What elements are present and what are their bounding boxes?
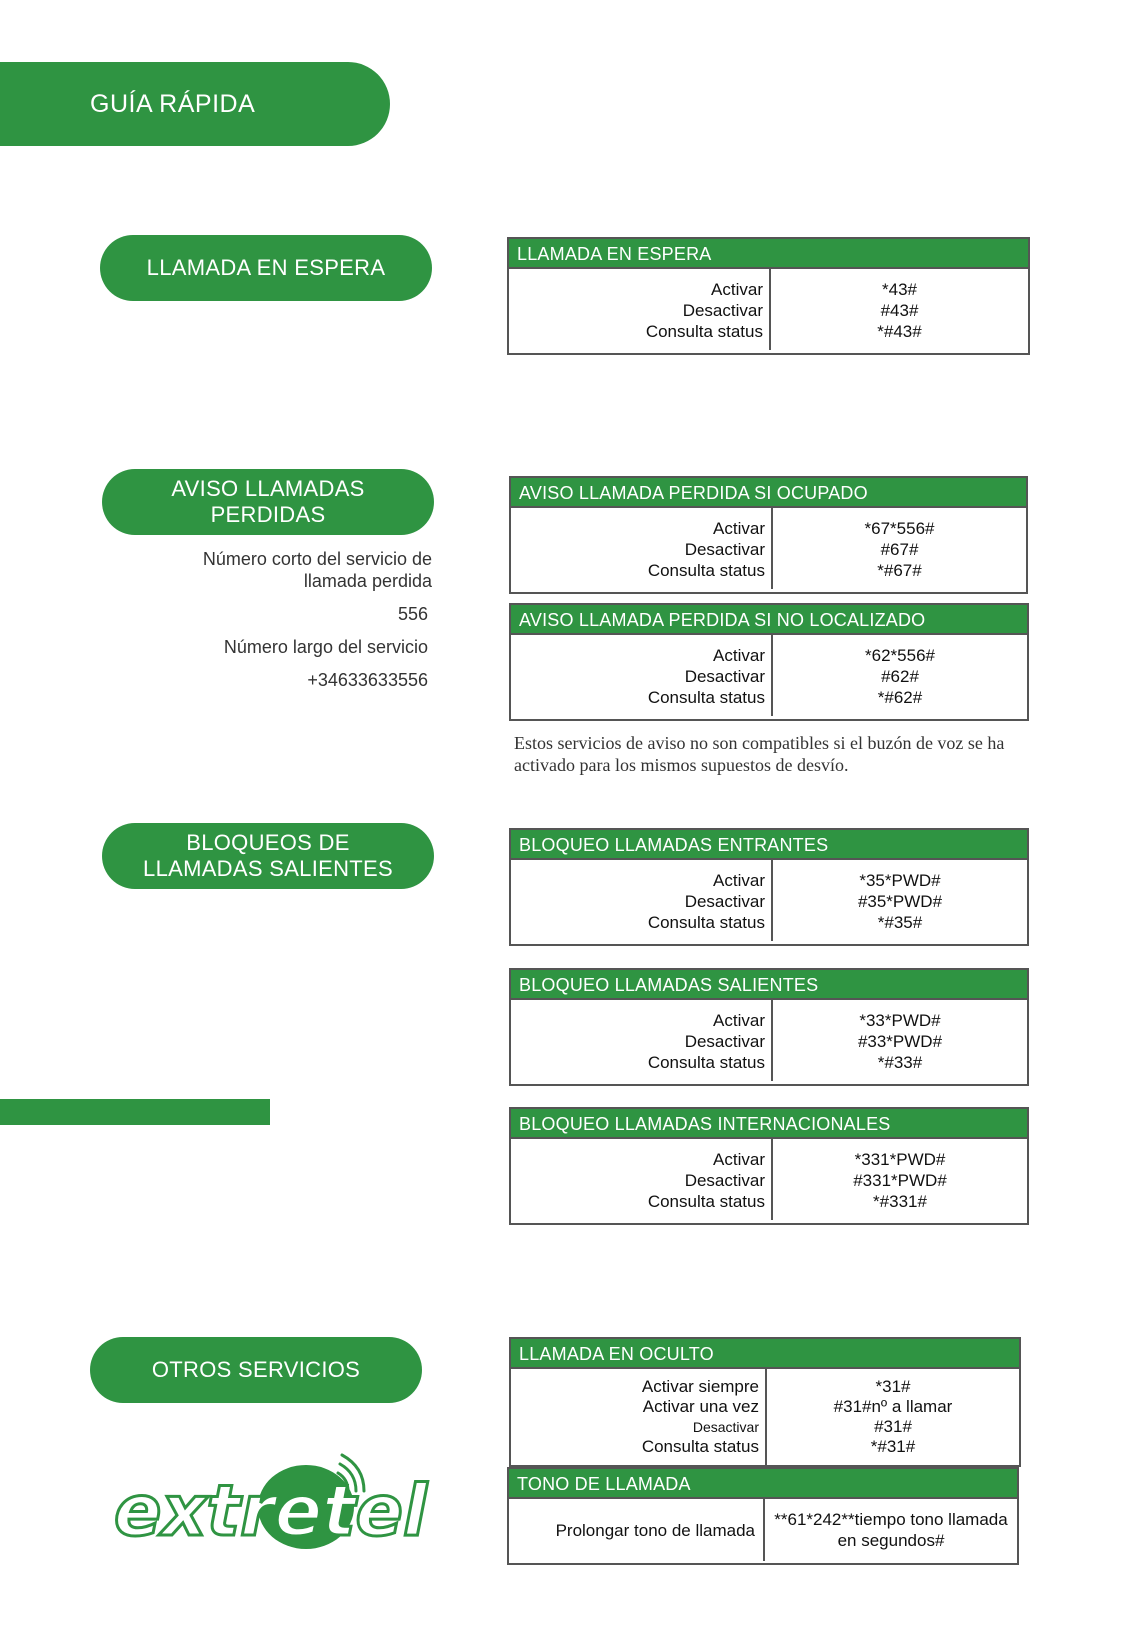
table-codes: *43# #43# *#43#: [877, 280, 922, 341]
table-aviso-no-localizado: [509, 603, 1029, 721]
section-label: AVISO LLAMADAS PERDIDAS: [171, 476, 365, 527]
table-codes: *35*PWD# #35*PWD# *#35#: [857, 871, 943, 932]
label-consulta-status: Consulta status: [641, 1437, 759, 1456]
table-codes: **61*242**tiempo tono llamada en segundos#: [774, 1510, 1008, 1550]
table-codes: *67*556# #67# *#67#: [864, 519, 935, 580]
table-bloqueo-internacionales: [509, 1107, 1029, 1225]
section-label: OTROS SERVICIOS: [151, 1357, 361, 1382]
table-title: LLAMADA EN OCULTO: [511, 1339, 1019, 1369]
table-title: BLOQUEO LLAMADAS ENTRANTES: [511, 830, 1027, 860]
table-title: TONO DE LLAMADA: [509, 1469, 1017, 1499]
section-otros-servicios: [90, 1337, 422, 1403]
aviso-short-number: 556: [397, 604, 428, 624]
decorative-bar: [0, 1099, 270, 1125]
table-labels: Activar Desactivar Consulta status: [511, 1000, 773, 1081]
table-labels: Activar Desactivar Consulta status: [511, 860, 773, 941]
table-codes: *62*556# #62# *#62#: [865, 646, 935, 707]
table-llamada-en-oculto: [509, 1337, 1021, 1467]
label-activar-siempre: Activar siempre: [641, 1377, 759, 1396]
aviso-short-number-label: Número corto del servicio de llamada perdida: [202, 549, 432, 591]
table-tono-de-llamada: [507, 1467, 1019, 1565]
table-labels: Activar Desactivar Consulta status: [511, 508, 773, 589]
table-title: BLOQUEO LLAMADAS SALIENTES: [511, 970, 1027, 1000]
section-aviso-llamadas-perdidas: [102, 469, 434, 535]
table-codes: *33*PWD# #33*PWD# *#33#: [857, 1011, 943, 1072]
table-labels: Prolongar tono de llamada: [509, 1499, 765, 1561]
label-activar-una-vez: Activar una vez: [642, 1397, 759, 1416]
table-aviso-ocupado: [509, 476, 1028, 594]
label-desactivar: Desactivar: [692, 1419, 759, 1435]
table-codes: *331*PWD# #331*PWD# *#331#: [853, 1150, 947, 1211]
table-labels: Activar Desactivar Consulta status: [511, 635, 773, 716]
table-bloqueo-entrantes: [509, 828, 1029, 946]
section-label: BLOQUEOS DE LLAMADAS SALIENTES: [143, 830, 393, 881]
logo-text: extretel: [114, 1470, 428, 1552]
table-title: AVISO LLAMADA PERDIDA SI NO LOCALIZADO: [511, 605, 1027, 635]
table-bloqueo-salientes: [509, 968, 1029, 1086]
guide-title-banner: [0, 62, 390, 146]
table-title: AVISO LLAMADA PERDIDA SI OCUPADO: [511, 478, 1026, 508]
aviso-long-number-label: Número largo del servicio: [223, 637, 428, 657]
table-labels: Activar Desactivar Consulta status: [511, 1139, 773, 1220]
aviso-compatibility-note: Estos servicios de aviso no son compatibles si el buzón de voz se ha activado para los mismos supuestos de desvío.: [514, 733, 1005, 775]
table-labels: [511, 1369, 767, 1465]
table-codes: *31# #31#nº a llamar #31# *#31#: [833, 1377, 953, 1456]
section-llamada-en-espera: [100, 235, 432, 301]
guide-title: GUÍA RÁPIDA: [90, 89, 256, 118]
table-llamada-en-espera: [507, 237, 1030, 355]
extretel-logo: [110, 1455, 428, 1555]
aviso-long-number: +34633633556: [307, 670, 428, 690]
section-bloqueos: [102, 823, 434, 889]
section-label: LLAMADA EN ESPERA: [146, 255, 386, 280]
table-title: BLOQUEO LLAMADAS INTERNACIONALES: [511, 1109, 1027, 1139]
table-labels: Activar Desactivar Consulta status: [509, 269, 771, 350]
table-title: LLAMADA EN ESPERA: [509, 239, 1028, 269]
